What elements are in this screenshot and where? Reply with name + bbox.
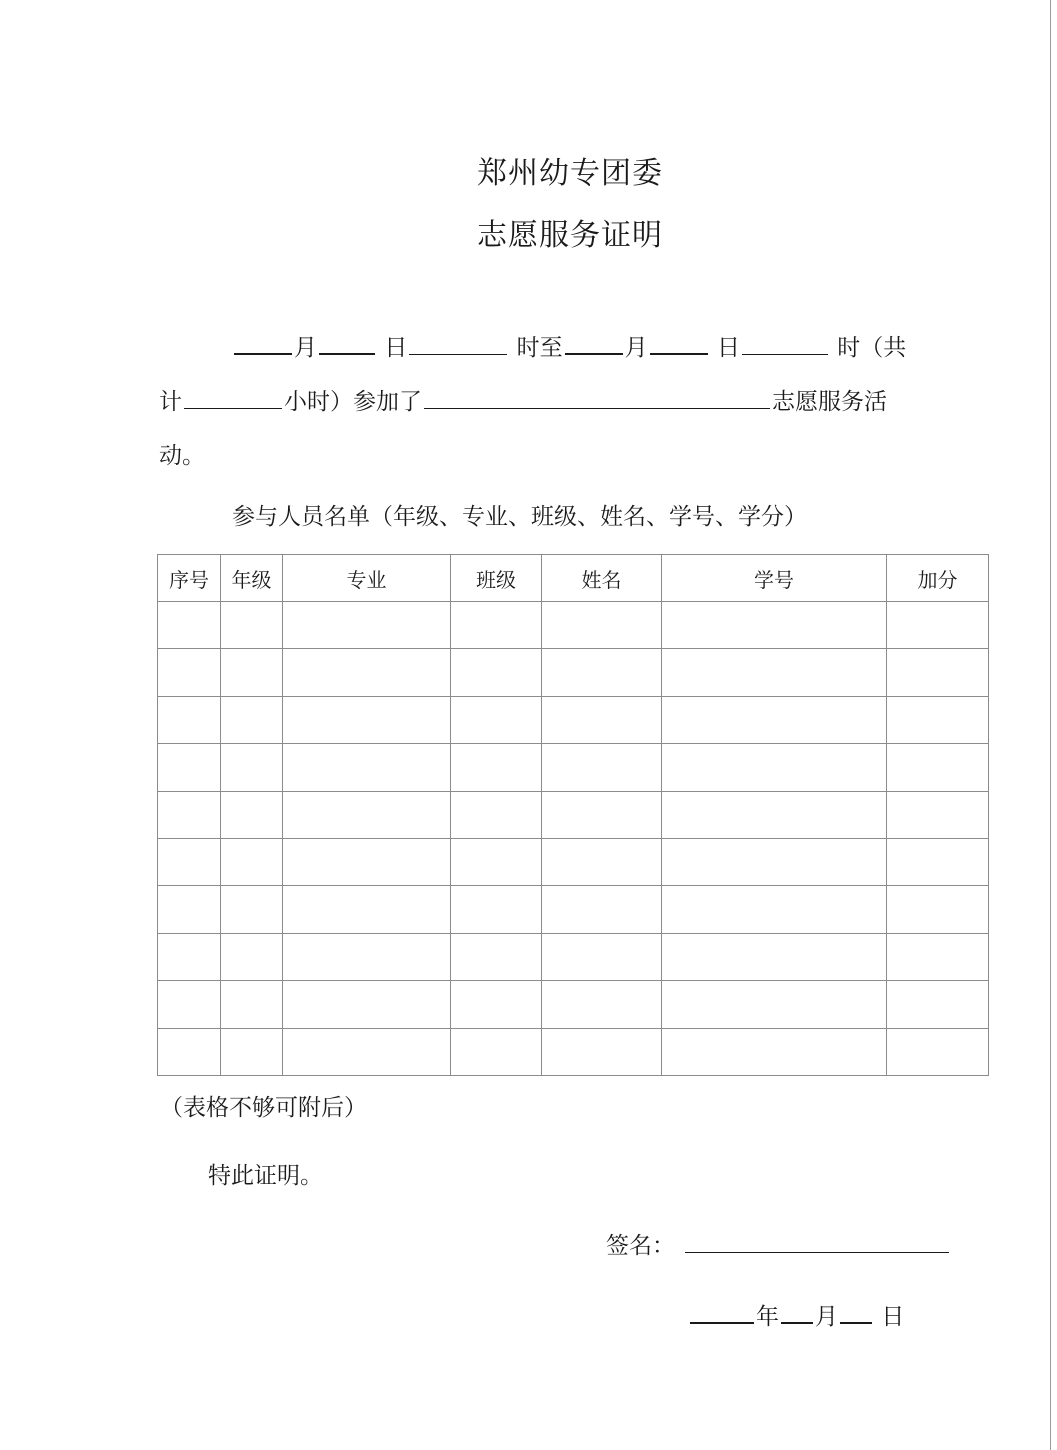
grade-cell[interactable] <box>221 981 283 1028</box>
class-cell[interactable] <box>451 791 542 838</box>
grade-cell[interactable] <box>221 744 283 791</box>
index-cell[interactable] <box>158 744 221 791</box>
student-id-cell[interactable] <box>662 602 887 649</box>
org-title: 郑州幼专团委 <box>477 156 663 191</box>
signature-label: 签名： <box>606 1233 675 1259</box>
table-row <box>158 696 989 743</box>
class-cell[interactable] <box>451 649 542 696</box>
table-row <box>158 791 989 838</box>
table-row <box>158 649 989 696</box>
name-cell[interactable] <box>542 744 662 791</box>
end-day-blank[interactable] <box>650 331 708 355</box>
name-cell[interactable] <box>542 981 662 1028</box>
participant-list-caption: 参与人员名单（年级、专业、班级、姓名、学号、学分） <box>232 504 807 530</box>
name-cell[interactable] <box>542 649 662 696</box>
table-note: （表格不够可附后） <box>160 1095 367 1121</box>
name-cell[interactable] <box>542 791 662 838</box>
header-class: 班级 <box>451 555 542 602</box>
student-id-cell[interactable] <box>662 933 887 980</box>
class-cell[interactable] <box>451 744 542 791</box>
hour-to-label: 时至 <box>516 335 563 361</box>
credit-cell[interactable] <box>887 981 989 1028</box>
grade-cell[interactable] <box>221 886 283 933</box>
table-row <box>158 981 989 1028</box>
major-cell[interactable] <box>283 933 451 980</box>
credit-cell[interactable] <box>887 838 989 885</box>
year-blank[interactable] <box>690 1300 754 1324</box>
start-month-label: 月 <box>294 335 317 361</box>
table-row <box>158 933 989 980</box>
major-cell[interactable] <box>283 981 451 1028</box>
credit-cell[interactable] <box>887 744 989 791</box>
table-row <box>158 838 989 885</box>
name-cell[interactable] <box>542 602 662 649</box>
major-cell[interactable] <box>283 886 451 933</box>
signature-line <box>606 1230 951 1262</box>
total-prefix-label: 计 <box>159 389 182 415</box>
start-day-label: 日 <box>384 335 408 361</box>
document-title: 志愿服务证明 <box>477 218 663 253</box>
grade-cell[interactable] <box>221 1028 283 1075</box>
table-body <box>158 602 989 1076</box>
student-id-cell[interactable] <box>662 791 887 838</box>
header-credit: 加分 <box>887 555 989 602</box>
name-cell[interactable] <box>542 1028 662 1075</box>
day-blank[interactable] <box>840 1300 872 1324</box>
grade-cell[interactable] <box>221 602 283 649</box>
index-cell[interactable] <box>158 838 221 885</box>
major-cell[interactable] <box>283 838 451 885</box>
grade-cell[interactable] <box>221 791 283 838</box>
header-student-id: 学号 <box>662 555 887 602</box>
credit-cell[interactable] <box>887 1028 989 1075</box>
index-cell[interactable] <box>158 981 221 1028</box>
activity-suffix-label: 志愿服务活 <box>772 389 887 415</box>
credit-cell[interactable] <box>887 886 989 933</box>
grade-cell[interactable] <box>221 649 283 696</box>
end-month-blank[interactable] <box>565 331 623 355</box>
name-cell[interactable] <box>542 838 662 885</box>
index-cell[interactable] <box>158 1028 221 1075</box>
table-row <box>158 602 989 649</box>
total-hours-blank[interactable] <box>184 386 282 409</box>
hours-joined-label: 小时）参加了 <box>284 389 422 415</box>
student-id-cell[interactable] <box>662 981 887 1028</box>
student-id-cell[interactable] <box>662 838 887 885</box>
student-id-cell[interactable] <box>662 1028 887 1075</box>
start-day-blank[interactable] <box>319 331 375 355</box>
hour-total-open-label: 时（共 <box>837 335 907 361</box>
credit-cell[interactable] <box>887 791 989 838</box>
grade-cell[interactable] <box>221 838 283 885</box>
activity-name-blank[interactable] <box>424 386 770 409</box>
participant-table <box>157 554 989 1076</box>
major-cell[interactable] <box>283 696 451 743</box>
class-cell[interactable] <box>451 838 542 885</box>
major-cell[interactable] <box>283 602 451 649</box>
end-hour-blank[interactable] <box>742 332 828 355</box>
end-day-label: 日 <box>716 335 740 361</box>
hours-activity-line <box>159 386 887 418</box>
major-cell[interactable] <box>283 744 451 791</box>
name-cell[interactable] <box>542 933 662 980</box>
table-header-row <box>158 555 989 602</box>
signature-blank[interactable] <box>685 1230 949 1253</box>
grade-cell[interactable] <box>221 933 283 980</box>
month-label: 月 <box>815 1304 838 1330</box>
student-id-cell[interactable] <box>662 886 887 933</box>
student-id-cell[interactable] <box>662 696 887 743</box>
class-cell[interactable] <box>451 602 542 649</box>
student-id-cell[interactable] <box>662 744 887 791</box>
header-name: 姓名 <box>542 555 662 602</box>
major-cell[interactable] <box>283 649 451 696</box>
index-cell[interactable] <box>158 696 221 743</box>
start-hour-blank[interactable] <box>409 332 507 355</box>
major-cell[interactable] <box>283 1028 451 1075</box>
header-grade: 年级 <box>221 555 283 602</box>
grade-cell[interactable] <box>221 696 283 743</box>
name-cell[interactable] <box>542 696 662 743</box>
index-cell[interactable] <box>158 649 221 696</box>
class-cell[interactable] <box>451 1028 542 1075</box>
name-cell[interactable] <box>542 886 662 933</box>
table-row <box>158 1028 989 1075</box>
end-month-label: 月 <box>624 335 648 361</box>
header-index: 序号 <box>158 555 221 602</box>
class-cell[interactable] <box>451 981 542 1028</box>
table-row <box>158 744 989 791</box>
credit-cell[interactable] <box>887 696 989 743</box>
day-label: 日 <box>881 1304 905 1330</box>
month-blank[interactable] <box>781 1300 813 1324</box>
class-cell[interactable] <box>451 886 542 933</box>
index-cell[interactable] <box>158 933 221 980</box>
table-row <box>158 886 989 933</box>
header-major: 专业 <box>283 555 451 602</box>
credit-cell[interactable] <box>887 933 989 980</box>
closing-statement: 特此证明。 <box>208 1163 323 1189</box>
year-label: 年 <box>756 1304 779 1330</box>
student-id-cell[interactable] <box>662 649 887 696</box>
start-month-blank[interactable] <box>234 331 292 355</box>
activity-end-text: 动。 <box>159 443 205 469</box>
credit-cell[interactable] <box>887 602 989 649</box>
class-cell[interactable] <box>451 933 542 980</box>
date-range-line <box>232 331 906 363</box>
class-cell[interactable] <box>451 696 542 743</box>
index-cell[interactable] <box>158 886 221 933</box>
index-cell[interactable] <box>158 791 221 838</box>
major-cell[interactable] <box>283 791 451 838</box>
date-line <box>688 1300 904 1332</box>
credit-cell[interactable] <box>887 649 989 696</box>
index-cell[interactable] <box>158 602 221 649</box>
